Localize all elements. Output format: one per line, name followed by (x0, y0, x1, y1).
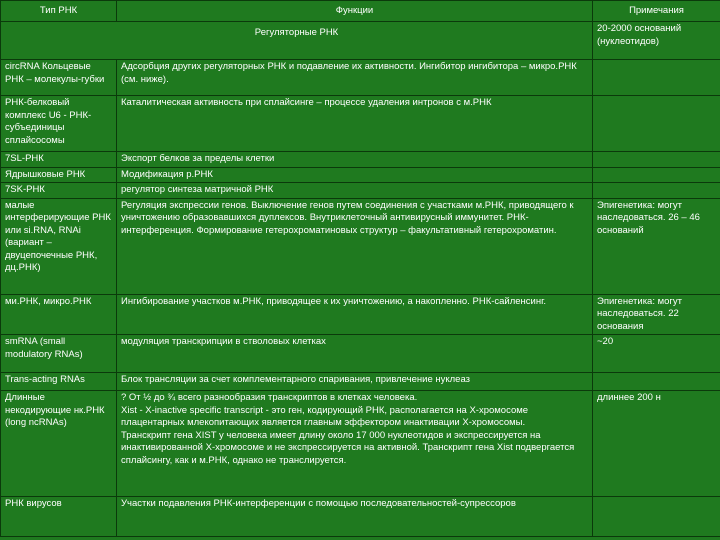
cell-note (593, 497, 720, 537)
cell-function: Ингибирование участков м.РНК, приводящее к их уничтожению, а накопленно. РНК-сайленсинг. (117, 294, 593, 335)
cell-type: Длинные некодирующие нк.РНК (long ncRNAs) (1, 391, 117, 497)
cell-note (593, 60, 720, 96)
table-row (1, 294, 720, 335)
cell-function: Адсорбция других регуляторных РНК и подавление их активности. Ингибитор ингибитора – микро.РНК (см. ниже). (117, 60, 593, 96)
table-row (1, 497, 720, 537)
header-functions: Функции (117, 1, 593, 22)
cell-note: длиннее 200 н (593, 391, 720, 497)
header-type: Тип РНК (1, 1, 117, 22)
cell-function: регулятор синтеза матричной РНК (117, 183, 593, 199)
table-row (1, 60, 720, 96)
cell-function: модуляция транскрипции в стволовых клетках (117, 335, 593, 373)
table-row (1, 373, 720, 391)
table-row (1, 335, 720, 373)
function-line: Xist - X-inactive specific transcript - это ген, кодирующий РНК, располагается на Х-хромосоме плацентарных млекопитающих является главным эффектором инактивации Х-хромосомы. (121, 404, 529, 429)
function-line: ? От ½ до ¾ всего разнообразия транскриптов в клетках человека. (121, 392, 418, 404)
cell-function: Регуляция экспрессии генов. Выключение генов путем соединения с участками м.РНК, приводящего к уничтожению образовавшихся дуплексов. Внутриклеточный антивирусный иммунитет. РНК-интерференция. Формирование гетерохроматиновых структур – факультативный гетерохроматин. (117, 198, 593, 294)
section-note: 20-2000 оснований (нуклеотидов) (593, 22, 720, 60)
function-line: Транскрипт гена XIST у человека имеет длину около 17 000 нуклеотидов и экспрессируется на инактивированной Х-хромосоме и не экспрессируется на активной. Транскрипт гена Xist подвергается сплайсингу, как и м.РНК, однако не транслируется. (121, 429, 575, 466)
header-row (1, 1, 720, 22)
section-title: Регуляторные РНК (1, 22, 593, 60)
table-row (1, 183, 720, 199)
cell-type: Ядрышковые РНК (1, 167, 117, 183)
table-row (1, 198, 720, 294)
cell-function: Участки подавления РНК-интерференции с помощью последовательностей-супрессоров (117, 497, 593, 537)
table-row (1, 152, 720, 168)
cell-function: Экспорт белков за пределы клетки (117, 152, 593, 168)
cell-type: РНК-белковый комплекс U6 - РНК-субъединицы сплайсосомы (1, 96, 117, 152)
section-row (1, 22, 720, 60)
cell-type: 7SK-РНК (1, 183, 117, 199)
table-row (1, 391, 720, 497)
cell-function: Модификация р.РНК (117, 167, 593, 183)
cell-note (593, 96, 720, 152)
cell-type: smRNA (small modulatory RNAs) (1, 335, 117, 373)
cell-type: ми.РНК, микро.РНК (1, 294, 117, 335)
header-notes: Примечания (593, 1, 720, 22)
cell-note (593, 183, 720, 199)
cell-type: circRNA Кольцевые РНК – молекулы-губки (1, 60, 117, 96)
table-row (1, 167, 720, 183)
cell-function: Каталитическая активность при сплайсинге – процессе удаления интронов с м.РНК (117, 96, 593, 152)
cell-type: Trans-acting RNAs (1, 373, 117, 391)
cell-function: Блок трансляции за счет комплементарного спаривания, привлечение нуклеаз (117, 373, 593, 391)
cell-type: малые интерферирующие РНК или si.RNA, RNAi (вариант – двуцепочечные РНК, дц.РНК) (1, 198, 117, 294)
cell-type: 7SL-РНК (1, 152, 117, 168)
cell-note (593, 167, 720, 183)
cell-type: РНК вирусов (1, 497, 117, 537)
cell-note: Эпигенетика: могут наследоваться. 26 – 46 оснований (593, 198, 720, 294)
cell-note (593, 152, 720, 168)
cell-note: ~20 (593, 335, 720, 373)
cell-note: Эпигенетика: могут наследоваться. 22 основания (593, 294, 720, 335)
table-row (1, 96, 720, 152)
cell-note (593, 373, 720, 391)
cell-function (117, 391, 593, 497)
